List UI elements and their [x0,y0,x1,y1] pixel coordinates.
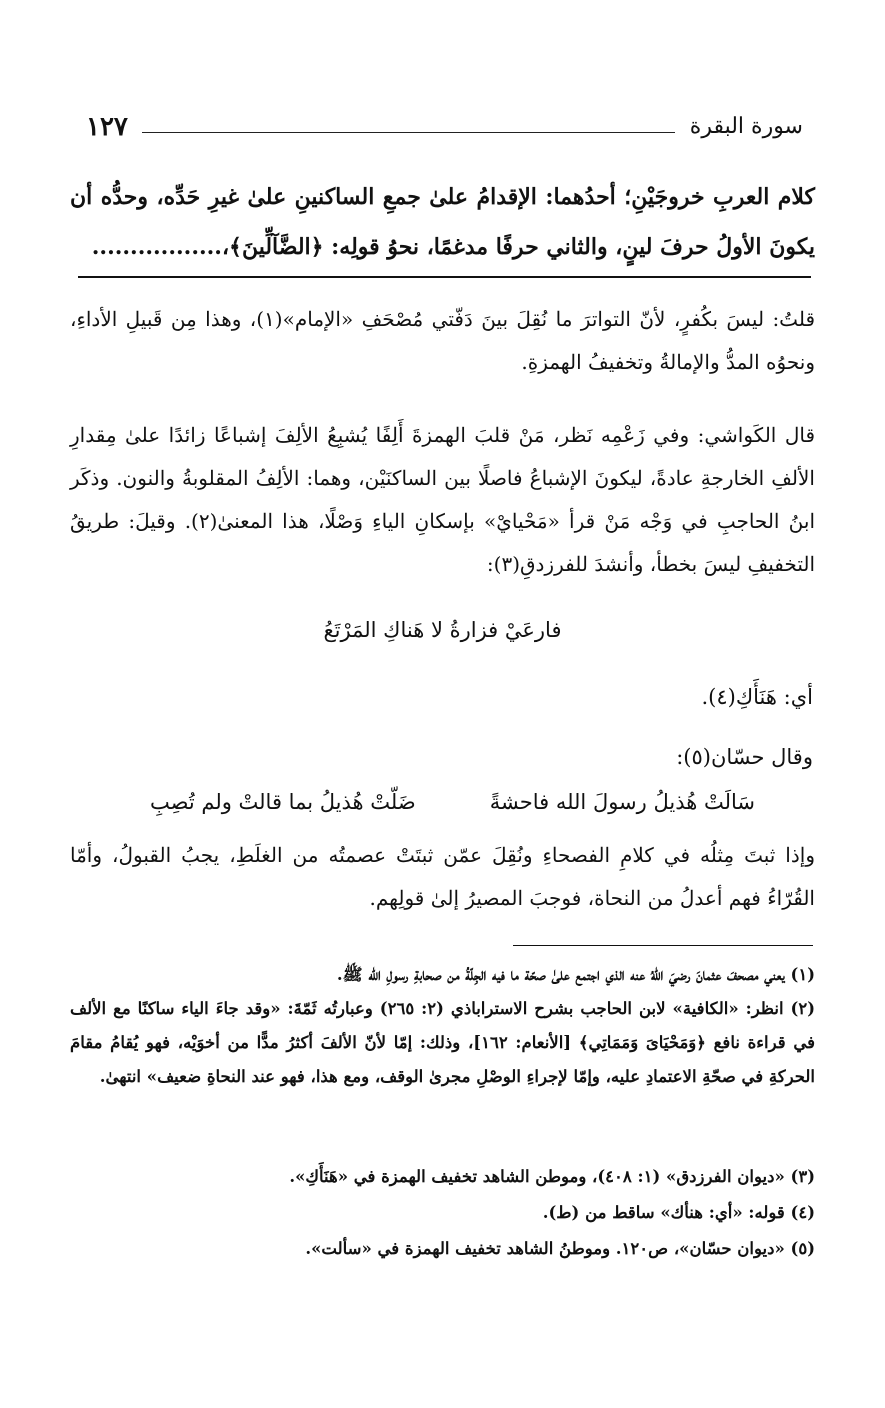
footnote-4: (٤) قوله: «أي: هنأك» ساقط من (ط). [542,1203,815,1222]
quoted-base-text: كلام العربِ خروجَيْنِ؛ أحدُهما: الإقدامُ علىٰ جمعِ الساكنينِ علىٰ غيرِ حَدِّه، وحدُّه أن يكونَ الأولُ حرفَ لينٍ، والثاني حرفًا مدغمًا، نحوُ قولِه: ﴿الضَّآلِّينَ﴾،................. [70,184,815,260]
hassan-intro: وقال حسّان(٥): [676,745,813,769]
footnote-1: (١) يعني مصحفَ عثمانَ رضيَ اللهُ عنه الذي اجتمع علىٰ صحّة ما فيه الجِلّةُ من صحابةِ رسولِ الله ﷺ. [336,965,815,984]
base-text-rule [78,276,811,278]
running-header [86,112,803,146]
gloss-line: أي: هَنَأَكِ(٤). [701,685,813,709]
footnote-5: (٥) «ديوان حسّان»، ص١٢٠. وموطنُ الشاهد تخفيف الهمزة في «سألت». [305,1239,815,1258]
paragraph-1: قلتُ: ليسَ بكُفرٍ، لأنّ التواترَ ما نُقِلَ بينَ دَفّتي مُصْحَفِ «الإمام»(١)، وهذا مِن قَبيلِ الأداءِ، ونحوُه المدُّ والإمالةُ وتخفيفُ الهمزةِ. [70,307,816,374]
verse-hassan [100,790,755,826]
verse-farazdaq: فارعَيْ فزارةُ لا هَناكِ المَرْتَعُ [323,618,562,642]
footnote-2: (٢) انظر: «الكافية» لابن الحاجب بشرح الاستراباذي (٢: ٢٦٥) وعبارتُه ثَمّةَ: «وقد جاءَ الياء ساكنًا مع الألف في قراءة نافع ﴿وَمَحْيَاىَ وَمَمَاتِي﴾ [الأنعام: ١٦٢]، وذلك: إمّا لأنّ الألفَ أكثرُ مدًّا من أخوَيْه، فهو يُقامُ مقامَ الحركةِ في صحّةِ الاعتمادِ عليه، وإمّا لإجراءِ الوصْلِ مجرىٰ الوقف، ومع هذا، فهو عند النحاةِ ضعيف» انتهىٰ. [70,999,815,1086]
footnote-separator [513,945,813,946]
footnote-3: (٣) «ديوان الفرزدق» (١: ٤٠٨)، وموطن الشاهد تخفيف الهمزة في «هَنَأَكِ». [289,1167,815,1186]
header-rule [142,132,675,133]
verse-hemistich-1: سَالَتْ هُذيلُ رسولَ الله فاحشةً [489,790,755,814]
paragraph-2: قال الكَواشي: وفي زَعْمِه نَظر، مَنْ قلبَ الهمزةَ أَلِفًا يُشبِعُ الألِفَ إشباعًا زائدًا علىٰ مِقدارِ الألفِ الخارجةِ عادةً، ليكونَ الإشباعُ فاصلًا بين الساكنَيْن، وهما: الألِفُ المقلوبةُ والنون. وذكَر ابنُ الحاجبِ في وَجْه مَنْ قرأ «مَحْيايْ» بإسكانِ الياءِ وَصْلًا، هذا المعنىٰ(٢). وقيلَ: طريقُ التخفيفِ ليسَ بخطأ، وأنشدَ للفرزدقِ(٣): [70,423,816,576]
surah-title: سورة البقرة [689,114,803,139]
paragraph-3: وإذا ثبتَ مِثلُه في كلامِ الفصحاءِ ونُقِلَ عمّن ثبتَتْ عصمتُه من الغلَطِ، يجبُ القبولُ، وأمّا القُرّاءُ فهم أعدلُ من النحاة، فوجبَ المصيرُ إلىٰ قولِهم. [70,843,815,910]
page-number: ١٢٧ [86,112,128,142]
verse-hemistich-2: ضَلّتْ هُذيلُ بما قالتْ ولم تُصِبِ [150,790,416,814]
